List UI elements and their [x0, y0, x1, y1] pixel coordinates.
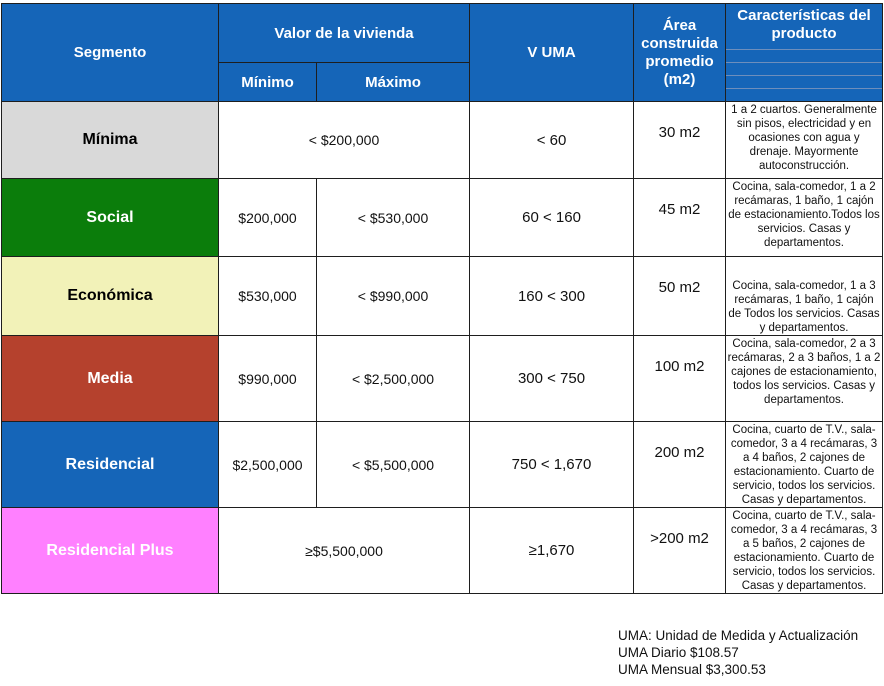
- area-value: >200 m2: [634, 508, 726, 594]
- header-segment: Segmento: [2, 4, 219, 102]
- segment-name: Media: [2, 336, 219, 422]
- table-row: [2, 257, 883, 336]
- table-row: [2, 102, 883, 179]
- uma-notes: [618, 627, 858, 678]
- value-max: < $990,000: [317, 257, 470, 336]
- value-max: < $2,500,000: [317, 336, 470, 422]
- features-text: Cocina, cuarto de T.V., sala-comedor, 3 a 4 recámaras, 3 a 4 baños, 2 cajones de estacionamiento. Cuarto de servicio, todos los servicios. Casas y departamentos.: [726, 422, 883, 508]
- header-features-label: Características del producto: [737, 7, 871, 42]
- header-uma: V UMA: [470, 4, 634, 102]
- table-row: [2, 422, 883, 508]
- area-value: 45 m2: [634, 179, 726, 257]
- features-text: Cocina, sala-comedor, 1 a 3 recámaras, 1 baño, 1 cajón de Todos los servicios. Casas y departamentos.: [726, 257, 883, 336]
- header-features: [726, 4, 883, 102]
- uma-value: 750 < 1,670: [470, 422, 634, 508]
- value-range: ≥$5,500,000: [219, 508, 470, 594]
- header-min: Mínimo: [219, 63, 317, 102]
- uma-value: 300 < 750: [470, 336, 634, 422]
- segment-name: Mínima: [2, 102, 219, 179]
- table-row: [2, 179, 883, 257]
- value-min: $200,000: [219, 179, 317, 257]
- area-value: 200 m2: [634, 422, 726, 508]
- uma-definition: UMA: Unidad de Medida y Actualización: [618, 628, 859, 643]
- features-text: Cocina, cuarto de T.V., sala-comedor, 3 a 4 recámaras, 3 a 5 baños, 2 cajones de estacionamiento. Cuarto de servicio, todos los servicios. Casas y departamentos.: [726, 508, 883, 594]
- uma-value: 160 < 300: [470, 257, 634, 336]
- value-max: < $530,000: [317, 179, 470, 257]
- segment-name: Residencial Plus: [2, 508, 219, 594]
- features-text: Cocina, sala-comedor, 1 a 2 recámaras, 1 baño, 1 cajón de estacionamiento.Todos los servicios. Casas y departamentos.: [726, 179, 883, 257]
- uma-value: < 60: [470, 102, 634, 179]
- header-max: Máximo: [317, 63, 470, 102]
- features-text: 1 a 2 cuartos. Generalmente sin pisos, electricidad y en ocasiones con agua y drenaje. Mayormente autoconstrucción.: [726, 102, 883, 179]
- header-area: Área construida promedio (m2): [634, 4, 726, 102]
- area-value: 100 m2: [634, 336, 726, 422]
- segment-name: Residencial: [2, 422, 219, 508]
- uma-value: 60 < 160: [470, 179, 634, 257]
- value-range: < $200,000: [219, 102, 470, 179]
- value-min: $530,000: [219, 257, 317, 336]
- uma-monthly: UMA Mensual $3,300.53: [618, 662, 766, 677]
- area-value: 50 m2: [634, 257, 726, 336]
- table-row: [2, 336, 883, 422]
- value-min: $990,000: [219, 336, 317, 422]
- housing-segments-table: [1, 3, 883, 594]
- segment-name: Social: [2, 179, 219, 257]
- uma-daily: UMA Diario $108.57: [618, 645, 739, 660]
- value-max: < $5,500,000: [317, 422, 470, 508]
- area-value: 30 m2: [634, 102, 726, 179]
- table-row: [2, 508, 883, 594]
- uma-value: ≥1,670: [470, 508, 634, 594]
- segment-name: Económica: [2, 257, 219, 336]
- features-text: Cocina, sala-comedor, 2 a 3 recámaras, 2 a 3 baños, 1 a 2 cajones de estacionamiento, todos los servicios. Casas y departamentos.: [726, 336, 883, 422]
- value-min: $2,500,000: [219, 422, 317, 508]
- header-value: Valor de la vivienda: [219, 4, 470, 63]
